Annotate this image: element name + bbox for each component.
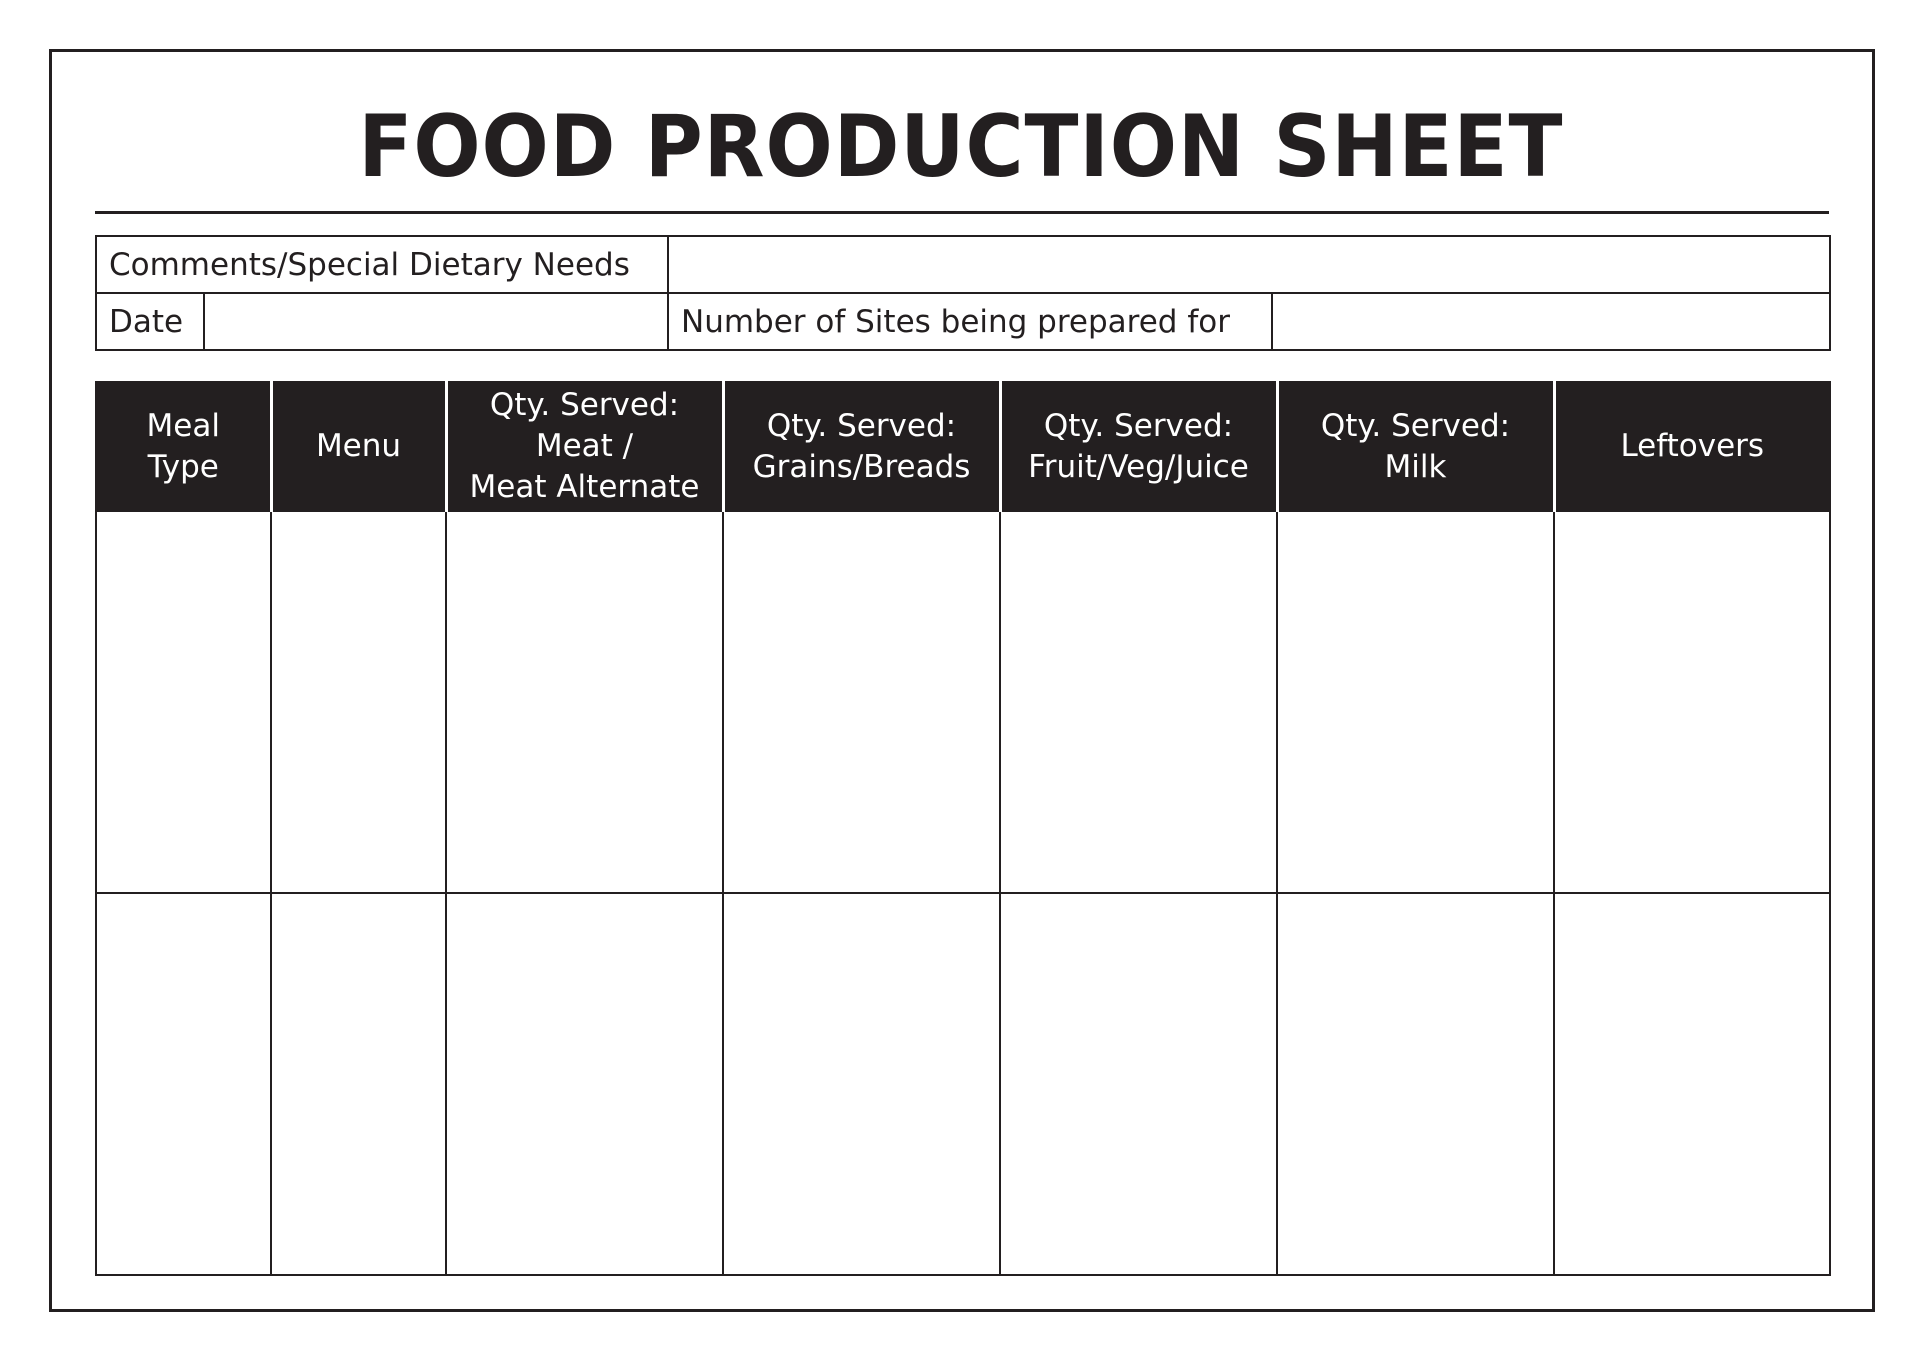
info-table — [95, 235, 1831, 351]
qty-meat-cell[interactable] — [446, 511, 723, 893]
qty-fruit-veg-cell[interactable] — [1000, 893, 1277, 1275]
qty-grains-cell[interactable] — [723, 511, 1000, 893]
qty-milk-cell[interactable] — [1277, 511, 1554, 893]
qty-milk-cell[interactable] — [1277, 893, 1554, 1275]
header-meal-type: Meal Type — [96, 382, 271, 511]
title-divider — [95, 211, 1829, 214]
table-row — [96, 893, 1830, 1275]
header-qty-milk: Qty. Served: Milk — [1277, 382, 1554, 511]
menu-cell[interactable] — [271, 511, 446, 893]
header-row — [96, 382, 1830, 511]
leftovers-cell[interactable] — [1554, 893, 1830, 1275]
header-leftovers: Leftovers — [1554, 382, 1830, 511]
date-label: Date — [96, 293, 204, 350]
sites-field[interactable] — [1272, 293, 1830, 350]
comments-row — [96, 236, 1830, 293]
table-row — [96, 511, 1830, 893]
date-field[interactable] — [204, 293, 668, 350]
meal-type-cell[interactable] — [96, 511, 271, 893]
sites-label: Number of Sites being prepared for — [668, 293, 1272, 350]
qty-fruit-veg-cell[interactable] — [1000, 511, 1277, 893]
comments-label: Comments/Special Dietary Needs — [96, 236, 668, 293]
leftovers-cell[interactable] — [1554, 511, 1830, 893]
meal-type-cell[interactable] — [96, 893, 271, 1275]
comments-field[interactable] — [668, 236, 1830, 293]
date-sites-row — [96, 293, 1830, 350]
menu-cell[interactable] — [271, 893, 446, 1275]
production-table — [95, 381, 1831, 1276]
qty-meat-cell[interactable] — [446, 893, 723, 1275]
header-qty-grains: Qty. Served: Grains/Breads — [723, 382, 1000, 511]
document-title: FOOD PRODUCTION SHEET — [358, 97, 1564, 197]
header-qty-meat: Qty. Served: Meat / Meat Alternate — [446, 382, 723, 511]
header-qty-fruit-veg: Qty. Served: Fruit/Veg/Juice — [1000, 382, 1277, 511]
header-menu: Menu — [271, 382, 446, 511]
qty-grains-cell[interactable] — [723, 893, 1000, 1275]
